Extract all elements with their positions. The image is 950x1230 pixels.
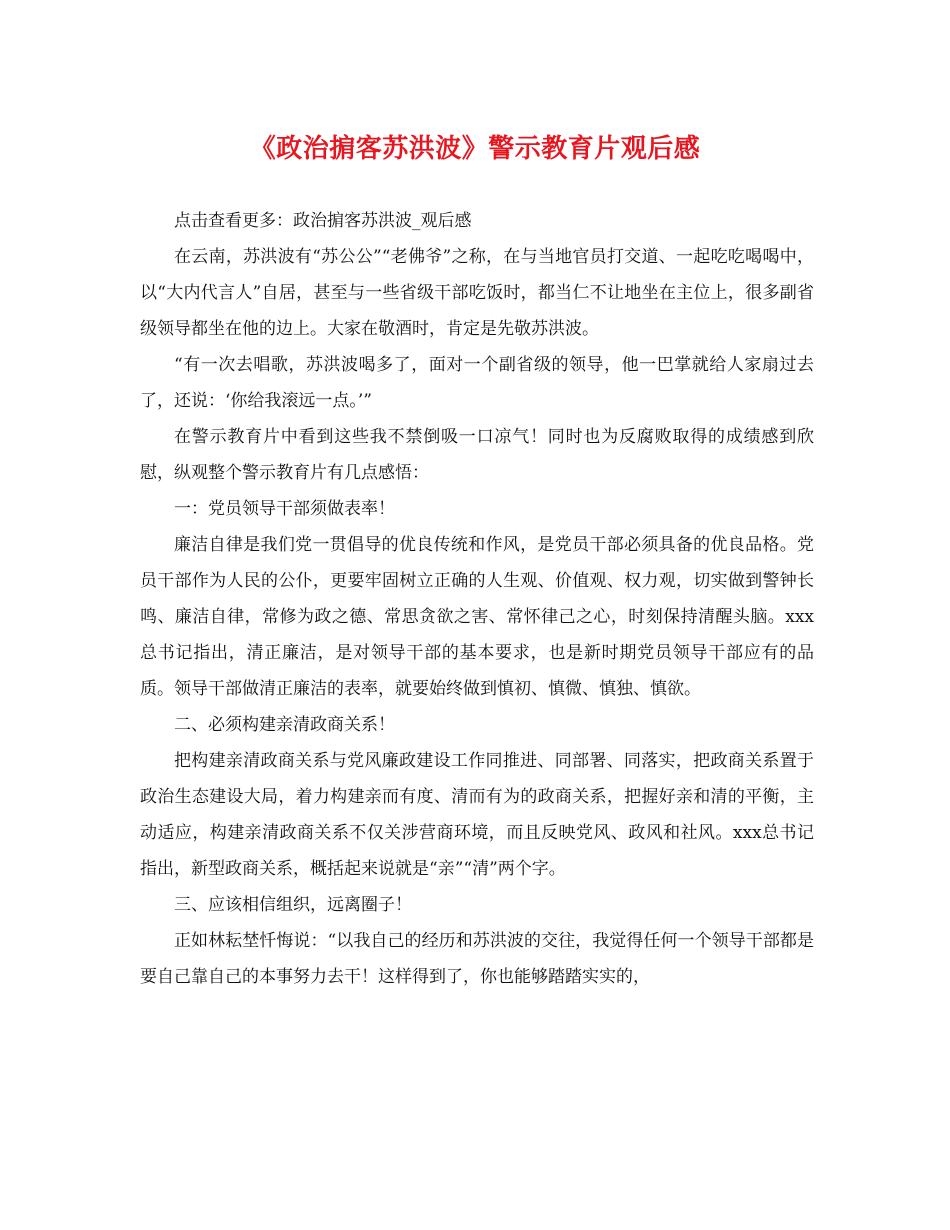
paragraph: “有一次去唱歌，苏洪波喝多了，面对一个副省级的领导，他一巴掌就给人家扇过去了，还说：‘你给我滚远一点。’” [140, 355, 814, 411]
paragraph: 在云南，苏洪波有“苏公公”“老佛爷”之称，在与当地官员打交道、一起吃吃喝喝中，以“大内代言人”自居，甚至与一些省级干部吃饭时，都当仁不让地坐在主位上，很多副省级领导都坐在他的边上。大家在敬酒时，肯定是先敬苏洪波。 [140, 247, 814, 339]
section-heading: 三、应该相信组织，远离圈子！ [174, 895, 412, 915]
document-body [140, 203, 814, 995]
section-heading: 一：党员领导干部须做表率！ [174, 499, 395, 519]
paragraph: 把构建亲清政商关系与党风廉政建设工作同推进、同部署、同落实，把政商关系置于政治生态建设大局，着力构建亲而有度、清而有为的政商关系，把握好亲和清的平衡，主动适应，构建亲清政商关系不仅关涉营商环境，而且反映党风、政风和社风。xxx总书记指出，新型政商关系，概括起来说就是“亲”“清”两个字。 [140, 751, 814, 879]
document-title: 《政治掮客苏洪波》警示教育片观后感 [249, 134, 701, 164]
section-heading: 二、必须构建亲清政商关系！ [174, 715, 395, 735]
paragraph: 廉洁自律是我们党一贯倡导的优良传统和作风，是党员干部必须具备的优良品格。党员干部作为人民的公仆，更要牢固树立正确的人生观、价值观、权力观，切实做到警钟长鸣、廉洁自律，常修为政之德、常思贪欲之害、常怀律己之心，时刻保持清醒头脑。xxx总书记指出，清正廉洁，是对领导干部的基本要求，也是新时期党员领导干部应有的品质。领导干部做清正廉洁的表率，就要始终做到慎初、慎微、慎独、慎欲。 [140, 535, 814, 699]
paragraph: 在警示教育片中看到这些我不禁倒吸一口凉气！同时也为反腐败取得的成绩感到欣慰，纵观整个警示教育片有几点感悟： [140, 427, 814, 483]
more-link-line[interactable]: 点击查看更多：政治掮客苏洪波_观后感 [174, 211, 472, 231]
paragraph: 正如林耘埜忏悔说：“以我自己的经历和苏洪波的交往，我觉得任何一个领导干部都是要自己靠自己的本事努力去干！这样得到了，你也能够踏踏实实的， [140, 931, 814, 987]
